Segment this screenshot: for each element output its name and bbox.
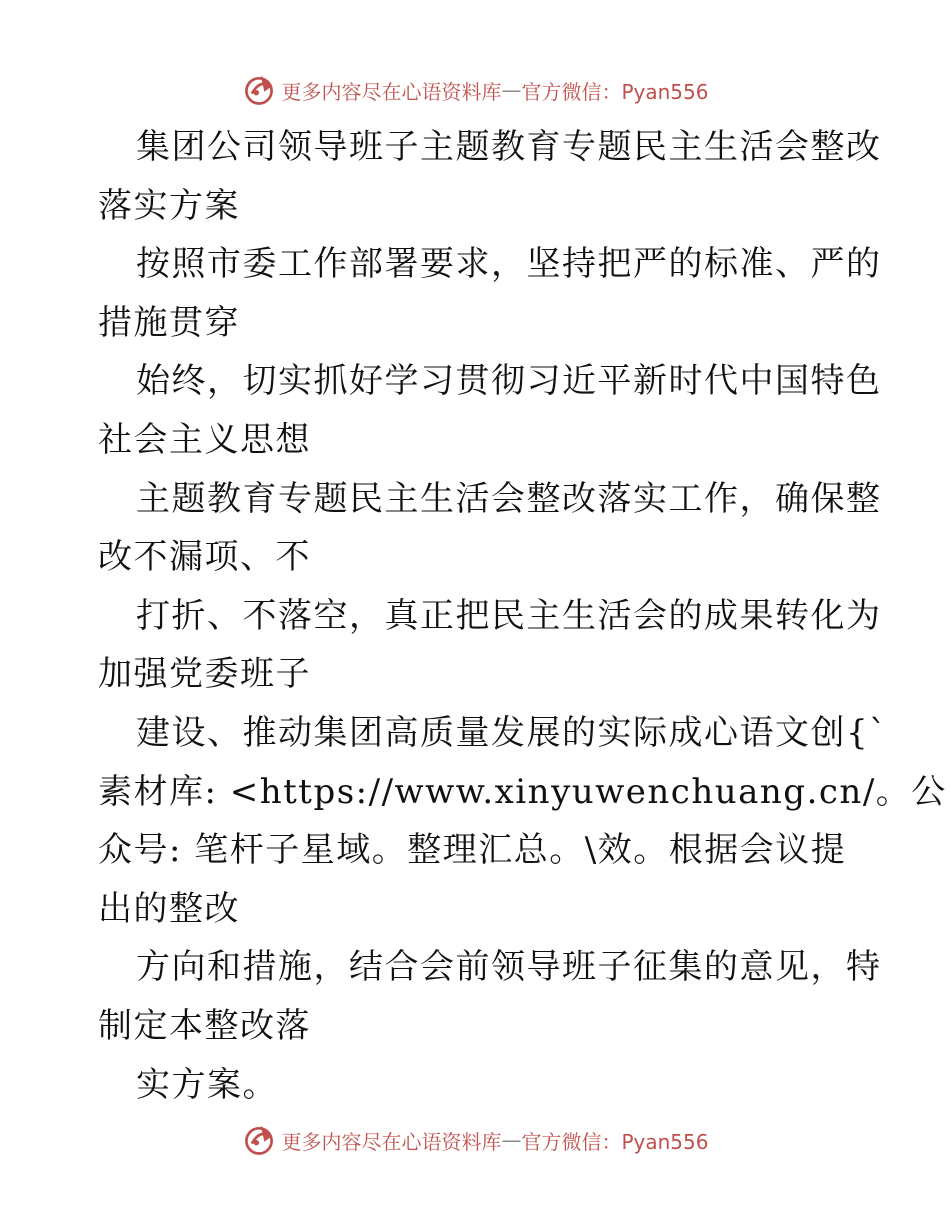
banner-title: 更多内容尽在心语资料库 bbox=[281, 79, 502, 104]
paragraph bbox=[98, 235, 882, 352]
text-line: 改不漏项、不 bbox=[98, 537, 311, 578]
text-line: 社会主义思想 bbox=[98, 419, 311, 460]
logo-icon bbox=[241, 1122, 277, 1158]
text-line: 主题教育专题民主生活会整改落实工作，确保整 bbox=[136, 478, 882, 519]
text-line: 打折、不落空，真正把民主生活会的成果转化为 bbox=[136, 595, 882, 636]
text-line: 按照市委工作部署要求，坚持把严的标准、严的 bbox=[136, 244, 882, 285]
paragraph bbox=[98, 1056, 858, 1115]
paragraph bbox=[98, 587, 882, 704]
paragraph bbox=[98, 938, 882, 1055]
paragraph bbox=[98, 704, 947, 938]
paragraph-title bbox=[98, 118, 882, 235]
text-line: 众号: 笔杆子星域。整理汇总。\效。根据会议提 bbox=[98, 830, 847, 871]
text-line: 实方案。 bbox=[136, 1064, 278, 1105]
text-line: 方向和措施，结合会前领导班子征集的意见，特 bbox=[136, 947, 882, 988]
header-watermark bbox=[0, 70, 950, 110]
text-line: 建设、推动集团高质量发展的实际成心语文创{` bbox=[136, 712, 888, 753]
paragraph bbox=[98, 470, 882, 587]
banner-dash: — bbox=[501, 78, 522, 102]
paragraph bbox=[98, 352, 882, 469]
text-line: 始终，切实抓好学习贯彻习近平新时代中国特色 bbox=[136, 361, 882, 402]
text-line: 出的整改 bbox=[98, 888, 240, 929]
text-line: 制定本整改落 bbox=[98, 1005, 311, 1046]
banner-wechat: 官方微信：Pyan556 bbox=[521, 1129, 709, 1154]
footer-watermark bbox=[0, 1120, 950, 1160]
banner-dash: — bbox=[501, 1128, 522, 1152]
banner-title: 更多内容尽在心语资料库 bbox=[281, 1129, 502, 1154]
logo-icon bbox=[241, 72, 277, 108]
text-line: 落实方案 bbox=[98, 185, 240, 226]
document-body bbox=[98, 118, 947, 1114]
banner-wechat: 官方微信：Pyan556 bbox=[521, 79, 709, 104]
text-line: 集团公司领导班子主题教育专题民主生活会整改 bbox=[136, 127, 882, 167]
text-line: 加强党委班子 bbox=[98, 654, 311, 695]
text-line: 素材库: <https://www.xinyuwenchuang.cn/。公 bbox=[98, 771, 947, 812]
text-line: 措施贯穿 bbox=[98, 302, 240, 343]
